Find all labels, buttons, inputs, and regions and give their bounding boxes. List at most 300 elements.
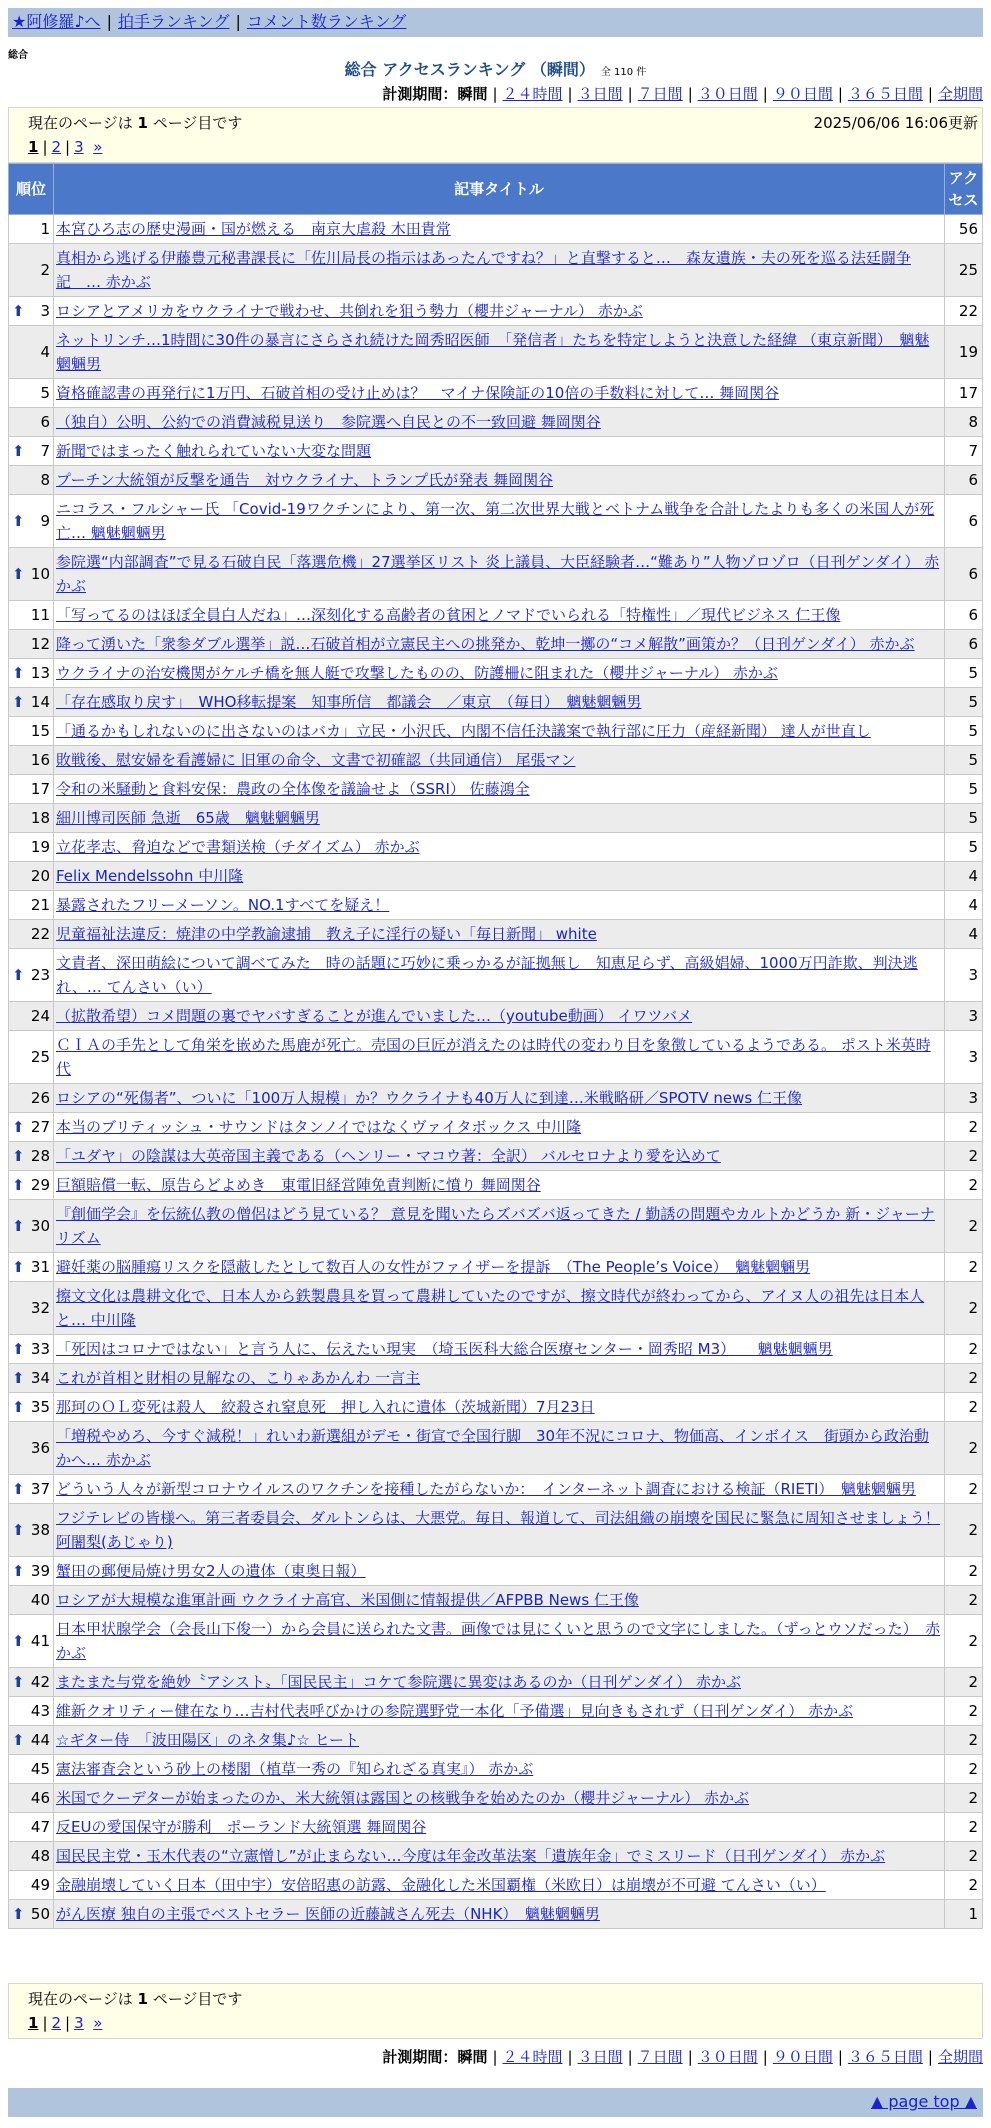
article-link[interactable]: これが首相と財相の見解なの、こりゃあかんわ 一言主 (56, 1369, 421, 1387)
title-cell (54, 408, 945, 437)
article-link[interactable]: 参院選“内部調査”で見る石破自民「落選危機」27選挙区リスト 炎上議員、大臣経験者…“難あり”人物ゾロゾロ（日刊ゲンダイ） 赤かぶ (56, 553, 940, 595)
table-row (9, 891, 983, 920)
title-cell (54, 1900, 945, 1929)
table-header-row (9, 164, 983, 215)
article-link[interactable]: プーチン大統領が反撃を通告 対ウクライナ、トランプ氏が発表 舞岡関谷 (56, 471, 554, 489)
access-count: 2 (945, 1755, 983, 1784)
access-count: 17 (945, 379, 983, 408)
rank-number: 39 (30, 1562, 50, 1580)
nav-separator: | (235, 12, 241, 31)
rank-number: 17 (30, 780, 50, 798)
period-link[interactable]: ９０日間 (772, 2048, 833, 2066)
period-link[interactable]: ７日間 (637, 2048, 683, 2066)
rank-number: 42 (30, 1673, 50, 1691)
rank-cell (9, 1871, 54, 1900)
table-row (9, 746, 983, 775)
article-link[interactable]: 『創価学会』を伝統仏教の僧侶はどう見ている？ 意見を聞いたらズバズバ返ってきた / 勤誘の問題やカルトかどうか 新・ジャーナリズム (56, 1205, 935, 1247)
access-count: 25 (945, 244, 983, 297)
rank-cell (9, 1697, 54, 1726)
rank-number: 10 (30, 565, 50, 583)
pager-bottom (8, 1983, 983, 2039)
title-cell (54, 1504, 945, 1557)
period-link[interactable]: 全期間 (937, 85, 983, 103)
table-row (9, 1113, 983, 1142)
title-cell (54, 495, 945, 548)
title-cell (54, 1171, 945, 1200)
rank-up-arrow-icon: ⬆ (12, 1632, 25, 1650)
rank-cell (9, 717, 54, 746)
access-count: 2 (945, 1504, 983, 1557)
category-label: 総合 (8, 50, 28, 61)
table-row (9, 1084, 983, 1113)
table-row (9, 717, 983, 746)
access-count: 2 (945, 1871, 983, 1900)
page-top-link[interactable]: ▲ page top ▲ (870, 2092, 977, 2111)
period-current: 瞬間 (457, 2048, 488, 2066)
table-row (9, 1364, 983, 1393)
rank-cell (9, 601, 54, 630)
period-selector-bottom (382, 2047, 983, 2067)
rank-number: 33 (30, 1340, 50, 1358)
title-cell (54, 1031, 945, 1084)
rank-cell (9, 1755, 54, 1784)
title-cell (54, 833, 945, 862)
period-separator: | (627, 2048, 633, 2066)
article-link[interactable]: 憲法審査会という砂上の楼閣（植草一秀の『知られざる真実』） 赤かぶ (56, 1760, 534, 1778)
rank-up-arrow-icon: ⬆ (12, 1480, 25, 1498)
rank-number: 38 (30, 1521, 50, 1539)
rank-number: 3 (40, 302, 50, 320)
table-row (9, 1171, 983, 1200)
table-row (9, 1586, 983, 1615)
article-link[interactable]: 細川博司医師 急逝 65歳 魑魅魍魎男 (56, 809, 320, 827)
article-link[interactable]: 「通るかもしれないのに出さないのはバカ」立民・小沢氏、内閣不信任決議案で執行部に圧力（産経新聞） 達人が世直し (56, 722, 871, 740)
access-count: 2 (945, 1668, 983, 1697)
access-count: 6 (945, 630, 983, 659)
table-row (9, 244, 983, 297)
current-page-number: 1 (137, 114, 148, 132)
article-link[interactable]: 文責者、深田萌絵について調べてみた 時の話題に巧妙に乗っかるが証拠無し 知恵足らず、高級娼婦、1000万円詐欺、判決逃れ、… てんさい（い） (56, 954, 918, 996)
table-row (9, 1282, 983, 1335)
rank-cell (9, 1422, 54, 1475)
rank-up-arrow-icon: ⬆ (12, 966, 25, 984)
article-link[interactable]: ネットリンチ…1時間に30件の暴言にさらされ続けた岡秀昭医師 「発信者」たちを特定しようと決意した経緯 （東京新聞） 魑魅魍魎男 (56, 331, 930, 373)
rank-up-arrow-icon: ⬆ (12, 1147, 25, 1165)
period-separator: | (687, 85, 693, 103)
rank-number: 16 (30, 751, 50, 769)
rank-up-arrow-icon: ⬆ (12, 1369, 25, 1387)
access-count: 2 (945, 1586, 983, 1615)
article-link[interactable]: 本当のブリティッシュ・サウンドはタンノイではなくヴァイタボックス 中川隆 (56, 1118, 582, 1136)
period-link[interactable]: ３０日間 (697, 2048, 758, 2066)
page-text: ページ目です (147, 114, 243, 132)
rank-number: 19 (30, 838, 50, 856)
rank-cell (9, 1504, 54, 1557)
title-cell (54, 1726, 945, 1755)
rank-number: 30 (30, 1217, 50, 1235)
title-cell (54, 1002, 945, 1031)
access-count: 5 (945, 804, 983, 833)
rank-number: 45 (30, 1760, 50, 1778)
rank-number: 23 (30, 966, 50, 984)
access-count: 2 (945, 1335, 983, 1364)
rank-cell (9, 1900, 54, 1929)
rank-cell (9, 244, 54, 297)
rank-cell (9, 746, 54, 775)
period-link[interactable]: ９０日間 (772, 85, 833, 103)
period-separator: | (927, 85, 933, 103)
page-link[interactable]: 2 (51, 138, 62, 156)
table-row (9, 630, 983, 659)
title-cell (54, 1586, 945, 1615)
article-link[interactable]: （拡散希望）コメ問題の裏でヤバすぎることが進んでいました…（youtube動画） イワツバメ (56, 1007, 693, 1025)
rank-number: 48 (30, 1847, 50, 1865)
top-nav-bar (8, 8, 983, 37)
next-page-link[interactable]: » (93, 138, 103, 156)
period-label: 計測期間： (382, 2048, 458, 2066)
article-link[interactable]: 暴露されたフリーメーソン。NO.1すべてを疑え！ (56, 896, 390, 914)
rank-up-arrow-icon: ⬆ (12, 1118, 25, 1136)
article-link[interactable]: 那珂のＯＬ変死は殺人 絞殺され窒息死 押し入れに遺体（茨城新聞）7月23日 (56, 1398, 595, 1416)
title-cell (54, 1422, 945, 1475)
title-cell (54, 548, 945, 601)
rank-number: 32 (30, 1299, 50, 1317)
article-link[interactable]: 真相から逃げる伊藤豊元秘書課長に「佐川局長の指示はあったんですね？」と直撃すると… 森友遺族・夫の死を巡る法廷闘争記 … 赤かぶ (56, 249, 911, 291)
page-separator: | (65, 2014, 71, 2032)
page-text: 現在のページは (28, 114, 138, 132)
access-count: 6 (945, 601, 983, 630)
access-count: 2 (945, 1364, 983, 1393)
table-row (9, 1253, 983, 1282)
table-row (9, 297, 983, 326)
rank-number: 29 (30, 1176, 50, 1194)
access-count: 1 (945, 1900, 983, 1929)
access-count: 6 (945, 466, 983, 495)
period-separator: | (762, 85, 768, 103)
rank-cell (9, 1586, 54, 1615)
table-row (9, 833, 983, 862)
table-row (9, 949, 983, 1002)
rank-number: 20 (30, 867, 50, 885)
article-link[interactable]: 擦文文化は農耕文化で、日本人から鉄製農具を買って農耕していたのですが、擦文時代が終わってから、アイヌ人の祖先は日本人と… 中川隆 (56, 1287, 925, 1329)
table-row (9, 1900, 983, 1929)
access-count: 19 (945, 326, 983, 379)
table-row (9, 688, 983, 717)
access-count: 5 (945, 659, 983, 688)
title-cell (54, 326, 945, 379)
page-heading (0, 60, 991, 83)
article-link[interactable]: ロシアとアメリカをウクライナで戦わせ、共倒れを狙う勢力（櫻井ジャーナル） 赤かぶ (56, 302, 643, 320)
period-separator: | (687, 2048, 693, 2066)
rank-cell (9, 1784, 54, 1813)
article-link[interactable]: （独自）公明、公約での消費減税見送り 参院選へ自民との不一致回避 舞岡関谷 (56, 413, 601, 431)
table-row (9, 1755, 983, 1784)
page-link[interactable]: 3 (74, 2014, 84, 2032)
access-count: 4 (945, 920, 983, 949)
access-count: 5 (945, 717, 983, 746)
article-link[interactable]: 「死因はコロナではない」と言う人に、伝えたい現実 （埼玉医科大総合医療センター・岡秀昭 M3） 魑魅魍魎男 (56, 1340, 833, 1358)
rank-number: 47 (30, 1818, 50, 1836)
rank-cell (9, 891, 54, 920)
article-link[interactable]: どういう人々が新型コロナウイルスのワクチンを接種したがらないか： インターネット調査における検証（RIETI） 魑魅魍魎男 (56, 1480, 916, 1498)
period-separator: | (837, 2048, 843, 2066)
period-current: 瞬間 (457, 85, 488, 103)
page-link-current[interactable]: 1 (28, 2014, 39, 2032)
rank-number: 2 (40, 261, 50, 279)
title-cell (54, 630, 945, 659)
rank-up-arrow-icon: ⬆ (12, 1562, 25, 1580)
rank-up-arrow-icon: ⬆ (12, 512, 25, 530)
title-cell (54, 1615, 945, 1668)
title-header: 記事タイトル (54, 164, 945, 215)
article-link[interactable]: 蟹田の郵便局焼け男女2人の遺体（東奥日報） (56, 1562, 366, 1580)
access-count: 3 (945, 1084, 983, 1113)
article-link[interactable]: 新聞ではまったく触れられていない大変な問題 (56, 442, 372, 460)
article-link[interactable]: がん医療 独自の主張でベストセラー 医師の近藤誠さん死去（NHK） 魑魅魍魎男 (56, 1905, 600, 1923)
access-count: 2 (945, 1171, 983, 1200)
period-separator: | (837, 85, 843, 103)
period-separator: | (762, 2048, 768, 2066)
period-link[interactable]: ２４時間 (502, 2048, 563, 2066)
table-row (9, 379, 983, 408)
table-row (9, 1475, 983, 1504)
article-link[interactable]: 「ユダヤ」の陰謀は大英帝国主義である（ヘンリー・マコウ著：全訳） バルセロナより愛を込めて (56, 1147, 721, 1165)
rank-up-arrow-icon: ⬆ (12, 302, 25, 320)
page-links (28, 2011, 963, 2035)
table-row (9, 437, 983, 466)
period-link[interactable]: ３日間 (577, 85, 623, 103)
access-count: 2 (945, 1200, 983, 1253)
applause-ranking-link[interactable]: 拍手ランキング (117, 12, 230, 31)
rank-cell (9, 1113, 54, 1142)
article-link[interactable]: 「増税やめろ、今すぐ減税！」れいわ新選組がデモ・街宣で全国行脚 30年不況にコロナ、物価高、インボイス 街頭から政治動かへ… 赤かぶ (56, 1427, 929, 1469)
article-link[interactable]: ウクライナの治安機関がケルチ橋を無人艇で攻撃したものの、防護柵に阻まれた（櫻井ジャーナル） 赤かぶ (56, 664, 778, 682)
table-row (9, 215, 983, 244)
table-row (9, 1002, 983, 1031)
access-count: 2 (945, 1475, 983, 1504)
rank-number: 14 (30, 693, 50, 711)
article-link[interactable]: 本宮ひろ志の歴史漫画・国が燃える 南京大虐殺 木田貴常 (56, 220, 451, 238)
rank-up-arrow-icon: ⬆ (12, 1521, 25, 1539)
article-link[interactable]: 金融崩壊していく日本（田中宇）安倍昭惠の訪露、金融化した米国覇権（米欧日）は崩壊が不可避 てんさい（い） (56, 1876, 826, 1894)
access-count: 7 (945, 437, 983, 466)
rank-cell (9, 1253, 54, 1282)
rank-number: 49 (30, 1876, 50, 1894)
rank-number: 26 (30, 1089, 50, 1107)
period-separator: | (567, 85, 573, 103)
page-links (28, 135, 963, 159)
period-link[interactable]: ３日間 (577, 2048, 623, 2066)
access-count: 2 (945, 1697, 983, 1726)
rank-up-arrow-icon: ⬆ (12, 664, 25, 682)
title-cell (54, 1253, 945, 1282)
current-page-number: 1 (137, 1990, 148, 2008)
article-link[interactable]: 降って湧いた「衆参ダブル選挙」説…石破首相が立憲民主への挑発か、乾坤一擲の“コメ解散”画策か？（日刊ゲンダイ） 赤かぶ (56, 635, 915, 653)
article-link[interactable]: 「写ってるのはほぼ全員白人だね」…深刻化する高齢者の貧困とノマドでいられる「特権性」／現代ビジネス 仁王像 (56, 606, 841, 624)
page-separator: | (65, 138, 71, 156)
rank-number: 31 (30, 1258, 50, 1276)
article-link[interactable]: 日本甲状腺学会（会長山下俊一）から会員に送られた文書。画像では見にくいと思うので文字にしました。（ずっとウソだった） 赤かぶ (56, 1620, 941, 1662)
access-count: 2 (945, 1726, 983, 1755)
title-cell (54, 1142, 945, 1171)
title-cell (54, 775, 945, 804)
page-separator: | (42, 2014, 48, 2032)
access-count: 8 (945, 408, 983, 437)
title-cell (54, 1364, 945, 1393)
table-row (9, 1842, 983, 1871)
article-link[interactable]: 敗戦後、慰安婦を看護婦に 旧軍の命令、文書で初確認（共同通信） 尾張マン (56, 751, 576, 769)
table-row (9, 775, 983, 804)
article-link[interactable]: ニコラス・フルシャー氏 「Covid-19ワクチンにより、第一次、第二次世界大戦とベトナム戦争を合計したよりも多くの米国人が死亡… 魑魅魍魎男 (56, 500, 935, 542)
title-cell (54, 920, 945, 949)
access-count: 3 (945, 949, 983, 1002)
rank-number: 22 (30, 925, 50, 943)
rank-cell (9, 1813, 54, 1842)
rank-cell (9, 630, 54, 659)
rank-up-arrow-icon: ⬆ (12, 1731, 25, 1749)
rank-up-arrow-icon: ⬆ (12, 565, 25, 583)
rank-up-arrow-icon: ⬆ (12, 1258, 25, 1276)
article-link[interactable]: 資格確認書の再発行に1万円、石破首相の受け止めは？ マイナ保険証の10倍の手数料に対して… 舞岡関谷 (56, 384, 780, 402)
rank-cell (9, 1475, 54, 1504)
rank-number: 1 (40, 220, 50, 238)
rank-cell (9, 1142, 54, 1171)
table-row (9, 1871, 983, 1900)
article-link[interactable]: ☆ギター侍 「波田陽区」のネタ集♪☆ ヒート (56, 1731, 359, 1749)
rank-up-arrow-icon: ⬆ (12, 1340, 25, 1358)
rank-number: 21 (30, 896, 50, 914)
comment-ranking-link[interactable]: コメント数ランキング (246, 12, 407, 31)
title-cell (54, 244, 945, 297)
article-link[interactable]: 国民民主党・玉木代表の“立憲憎し”が止まらない…今度は年金改革法案「遺族年金」でミスリード（日刊ゲンダイ） 赤かぶ (56, 1847, 886, 1865)
period-link[interactable]: ７日間 (637, 85, 683, 103)
article-link[interactable]: 米国でクーデターが始まったのか、米大統領は露国との核戦争を始めたのか（櫻井ジャーナル） 赤かぶ (56, 1789, 749, 1807)
access-count: 6 (945, 495, 983, 548)
title-cell (54, 379, 945, 408)
article-link[interactable]: 維新クオリティー健在なり…吉村代表呼びかけの参院選野党一本化「予備選」見向きもされず（日刊ゲンダイ） 赤かぶ (56, 1702, 854, 1720)
period-link[interactable]: 全期間 (937, 2048, 983, 2066)
access-count: 4 (945, 862, 983, 891)
rank-number: 27 (30, 1118, 50, 1136)
pager-top (8, 107, 983, 163)
title-cell (54, 717, 945, 746)
home-link[interactable]: ★阿修羅♪へ (12, 12, 101, 31)
rank-cell (9, 1031, 54, 1084)
title-cell (54, 804, 945, 833)
article-link[interactable]: 児童福祉法違反：焼津の中学教諭逮捕 教え子に淫行の疑い「毎日新聞」 white (56, 925, 597, 943)
page-link-current[interactable]: 1 (28, 138, 39, 156)
rank-cell (9, 688, 54, 717)
period-separator: | (627, 85, 633, 103)
rank-number: 18 (30, 809, 50, 827)
rank-cell (9, 437, 54, 466)
rank-cell (9, 1557, 54, 1586)
rank-cell (9, 804, 54, 833)
rank-up-arrow-icon: ⬆ (12, 442, 25, 460)
rank-number: 6 (40, 413, 50, 431)
access-count: 3 (945, 1031, 983, 1084)
access-count: 2 (945, 1253, 983, 1282)
page-separator: | (42, 138, 48, 156)
table-row (9, 408, 983, 437)
article-link[interactable]: 避妊薬の脳腫瘍リスクを隠蔽したとして数百人の女性がファイザーを提訴 （The People’s Voice） 魑魅魍魎男 (56, 1258, 811, 1276)
article-link[interactable]: Felix Mendelssohn 中川隆 (56, 867, 244, 885)
title-cell (54, 1282, 945, 1335)
title-cell (54, 1335, 945, 1364)
table-row (9, 1335, 983, 1364)
article-link[interactable]: 「存在感取り戻す」 WHO移転提案 知事所信 都議会 ／東京 （毎日） 魑魅魍魎男 (56, 693, 642, 711)
rank-number: 44 (30, 1731, 50, 1749)
rank-cell (9, 775, 54, 804)
article-link[interactable]: またまた与党を絶妙〝アシスト〟「国民民主」コケて参院選に異変はあるのか（日刊ゲンダイ） 赤かぶ (56, 1673, 742, 1691)
period-link[interactable]: ３６５日間 (847, 2048, 923, 2066)
table-row (9, 1697, 983, 1726)
access-count: 2 (945, 1422, 983, 1475)
article-link[interactable]: 反EUの愛国保守が勝利 ポーランド大統領選 舞岡関谷 (56, 1818, 427, 1836)
next-page-link[interactable]: » (93, 2014, 103, 2032)
rank-cell (9, 862, 54, 891)
title-cell (54, 1697, 945, 1726)
rank-cell (9, 297, 54, 326)
bottom-bar (8, 2088, 983, 2117)
period-link[interactable]: ２４時間 (502, 85, 563, 103)
rank-cell (9, 215, 54, 244)
rank-number: 9 (40, 512, 50, 530)
access-count: 6 (945, 548, 983, 601)
page-link[interactable]: 3 (74, 138, 84, 156)
nav-separator: | (106, 12, 112, 31)
period-link[interactable]: ３６５日間 (847, 85, 923, 103)
access-count: 2 (945, 1142, 983, 1171)
access-count: 5 (945, 775, 983, 804)
article-link[interactable]: 令和の米騒動と食料安保：農政の全体像を議論せよ（SSRI） 佐藤鴻全 (56, 780, 530, 798)
rank-number: 36 (30, 1439, 50, 1457)
rank-cell (9, 1668, 54, 1697)
article-link[interactable]: ＣＩＡの手先として角栄を嵌めた馬鹿が死亡。売国の巨匠が消えたのは時代の変わり目を象徴しているようである。 ポスト米英時代 (56, 1036, 931, 1078)
table-row (9, 1668, 983, 1697)
title-cell (54, 891, 945, 920)
article-link[interactable]: ロシアが大規模な進軍計画 ウクライナ高官、米国側に情報提供／AFPBB News 仁王像 (56, 1591, 639, 1609)
rank-cell (9, 1084, 54, 1113)
rank-number: 35 (30, 1398, 50, 1416)
article-link[interactable]: ロシアの“死傷者”、ついに「100万人規模」か？ウクライナも40万人に到達…米戦略研／SPOTV news 仁王像 (56, 1089, 802, 1107)
article-link[interactable]: 立花孝志、脅迫などで書類送検（チダイズム） 赤かぶ (56, 838, 420, 856)
rank-cell (9, 1282, 54, 1335)
table-row (9, 862, 983, 891)
article-link[interactable]: フジテレビの皆様へ。第三者委員会、ダルトンらは、大悪党。毎日、報道して、司法組織の崩壊を国民に緊急に周知させましょう！ 阿闍梨(あじゃり) (56, 1509, 940, 1551)
table-row (9, 1200, 983, 1253)
title-cell (54, 215, 945, 244)
rank-number: 43 (30, 1702, 50, 1720)
title-cell (54, 1813, 945, 1842)
period-selector-top (382, 84, 983, 104)
title-cell (54, 297, 945, 326)
title-cell (54, 1475, 945, 1504)
rank-up-arrow-icon: ⬆ (12, 1217, 25, 1235)
access-count: 2 (945, 1113, 983, 1142)
rank-cell (9, 379, 54, 408)
title-cell (54, 1784, 945, 1813)
period-separator: | (567, 2048, 573, 2066)
page-link[interactable]: 2 (51, 2014, 62, 2032)
rank-cell (9, 548, 54, 601)
table-row (9, 659, 983, 688)
page-title: 総合 アクセスランキング （瞬間） (344, 60, 595, 79)
title-cell (54, 1113, 945, 1142)
period-link[interactable]: ３０日間 (697, 85, 758, 103)
article-link[interactable]: 巨額賠償一転、原告らどよめき 東電旧経営陣免責判断に憤り 舞岡関谷 (56, 1176, 541, 1194)
rank-number: 12 (30, 635, 50, 653)
